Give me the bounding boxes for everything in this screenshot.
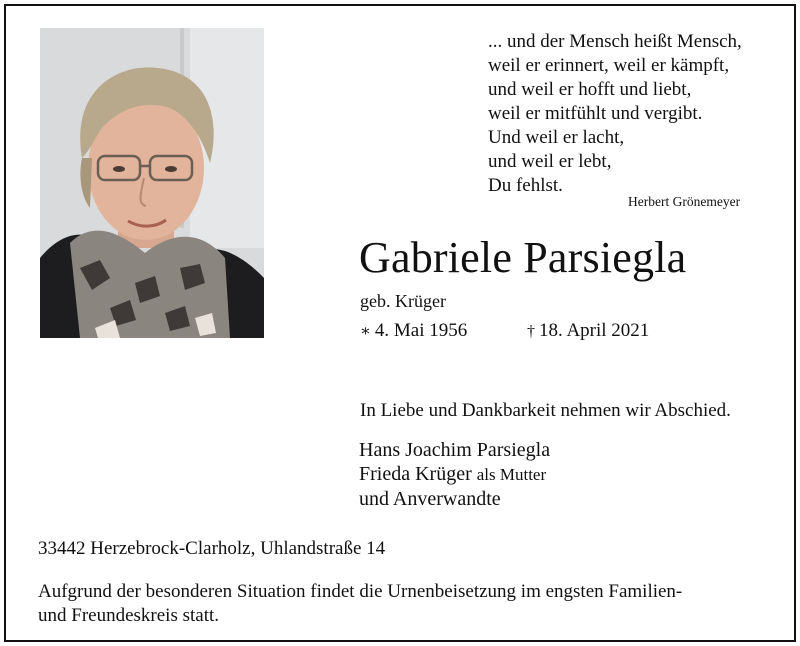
- poem-line: weil er mitfühlt und vergibt.: [488, 103, 703, 124]
- poem-line: und weil er hofft und liebt,: [488, 79, 692, 100]
- mourner-relation: als Mutter: [476, 465, 547, 484]
- mourner: [359, 462, 550, 487]
- farewell-text: In Liebe und Dankbarkeit nehmen wir Abschied.: [360, 400, 731, 421]
- birth-star-icon: ∗: [360, 323, 371, 340]
- obituary-notice: [4, 4, 796, 642]
- poem-line: weil er erinnert, weil er kämpft,: [488, 55, 730, 76]
- death-cross-icon: †: [527, 323, 535, 340]
- note-line: Aufgrund der besonderen Situation findet die Urnenbeisetzung im engsten Familien-: [38, 581, 683, 602]
- address: 33442 Herzebrock-Clarholz, Uhlandstraße 14: [38, 538, 386, 559]
- portrait-drawing: [40, 28, 264, 338]
- maiden-name: geb. Krüger: [360, 291, 446, 311]
- mourners-list: [359, 438, 550, 511]
- death-date-row: [527, 320, 649, 342]
- poem-author: Herbert Grönemeyer: [628, 194, 741, 209]
- portrait-photo: [40, 28, 264, 338]
- mourner: Hans Joachim Parsiegla: [359, 439, 551, 461]
- death-date: 18. April 2021: [539, 320, 650, 341]
- poem-line: Du fehlst.: [488, 175, 563, 196]
- mourner: und Anverwandte: [359, 488, 501, 510]
- poem-line: Und weil er lacht,: [488, 127, 625, 148]
- deceased-name: Gabriele Parsiegla: [359, 233, 687, 282]
- mourner-name: Frieda Krüger: [359, 463, 472, 485]
- note-line: und Freundeskreis statt.: [38, 605, 220, 626]
- poem-line: ... und der Mensch heißt Mensch,: [488, 31, 742, 52]
- funeral-note: [38, 580, 768, 628]
- birth-date: 4. Mai 1956: [374, 320, 468, 341]
- poem: [488, 30, 778, 198]
- poem-line: und weil er lebt,: [488, 151, 612, 172]
- birth-date-row: [360, 320, 467, 342]
